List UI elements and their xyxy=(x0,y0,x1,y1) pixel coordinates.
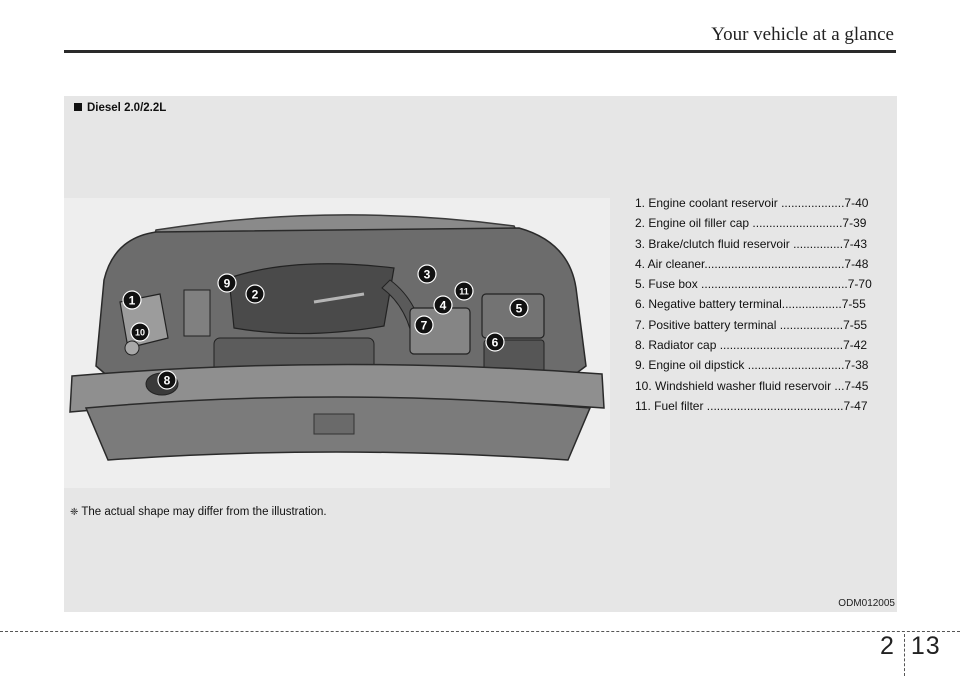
callout-5 xyxy=(510,299,528,317)
callout-4 xyxy=(434,296,452,314)
section-title-text: Diesel 2.0/2.2L xyxy=(87,102,167,114)
callout-8-label: 8 xyxy=(163,373,171,388)
legend-item: 2. Engine oil filler cap ...........................7-39 xyxy=(635,216,867,231)
callout-9-label: 9 xyxy=(223,276,231,291)
legend-item: 10. Windshield washer fluid reservoir ...7-45 xyxy=(635,378,869,393)
callout-2-label: 2 xyxy=(251,287,259,302)
legend-item: 3. Brake/clutch fluid reservoir ...............7-43 xyxy=(635,236,868,251)
legend-item: 6. Negative battery terminal..................7-55 xyxy=(635,297,866,312)
bumper-slot xyxy=(314,414,354,434)
chapter-number: 2 xyxy=(880,632,895,660)
header-rule xyxy=(64,50,896,53)
callout-9 xyxy=(218,274,236,292)
legend-item: 11. Fuel filter .........................................7-47 xyxy=(635,398,868,413)
legend-item: 8. Radiator cap .....................................7-42 xyxy=(635,338,868,353)
header-title: Your vehicle at a glance xyxy=(711,24,894,45)
page-divider xyxy=(904,634,905,676)
callout-2 xyxy=(246,285,264,303)
content-panel xyxy=(64,96,897,612)
washer-fluid-cap xyxy=(125,341,139,355)
callout-7-label: 7 xyxy=(420,318,428,333)
dipstick-housing xyxy=(184,290,210,336)
callout-10-label: 10 xyxy=(134,327,146,338)
page-number-value: 13 xyxy=(910,632,941,660)
section-title xyxy=(74,102,166,114)
footer-rule xyxy=(0,631,960,632)
callout-10 xyxy=(131,323,149,341)
component-legend xyxy=(635,193,887,416)
callout-3 xyxy=(418,265,436,283)
callout-7 xyxy=(415,316,433,334)
callout-1-label: 1 xyxy=(128,293,136,308)
callout-11 xyxy=(455,282,473,300)
note-mark-icon: ❈ xyxy=(70,507,79,518)
figure-code: ODM012005 xyxy=(838,598,895,609)
legend-item: 9. Engine oil dipstick .............................7-38 xyxy=(635,358,869,373)
legend-item: 1. Engine coolant reservoir ...................7-40 xyxy=(635,196,869,210)
illustration-note xyxy=(70,506,327,518)
legend-item: 7. Positive battery terminal ...................7-55 xyxy=(635,317,868,332)
callout-4-label: 4 xyxy=(439,298,447,313)
callout-1 xyxy=(123,291,141,309)
callout-6 xyxy=(486,333,504,351)
callout-5-label: 5 xyxy=(515,301,523,316)
legend-item: 5. Fuse box ............................................7-70 xyxy=(635,277,872,292)
page-number xyxy=(880,632,941,661)
callout-11-label: 11 xyxy=(459,286,469,297)
engine-bay-illustration xyxy=(64,198,610,488)
callout-3-label: 3 xyxy=(423,267,431,282)
square-bullet-icon xyxy=(74,103,82,111)
legend-item: 4. Air cleaner..........................................7-48 xyxy=(635,256,869,271)
callout-8 xyxy=(158,371,176,389)
callout-6-label: 6 xyxy=(491,335,499,350)
note-text: The actual shape may differ from the illustration. xyxy=(81,506,327,518)
